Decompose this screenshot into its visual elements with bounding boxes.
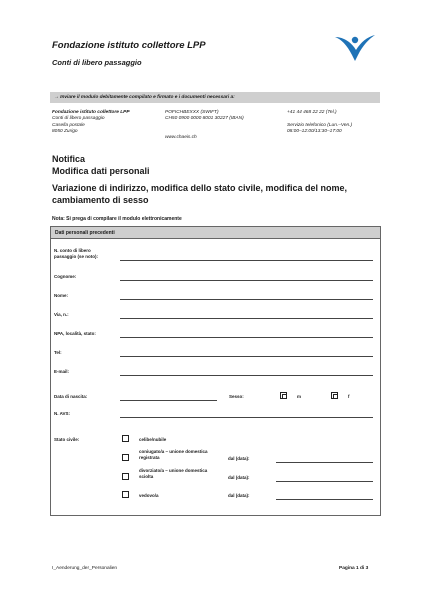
street-field[interactable] [120, 318, 373, 319]
sex-m-checkbox[interactable] [280, 392, 287, 399]
civil-single-checkbox[interactable] [122, 435, 129, 442]
service-hours: 08:00–12:00/13:30–17:00 [287, 129, 342, 135]
civil-widowed-date-field[interactable] [276, 499, 373, 500]
civil-married-date-label: dal (data): [228, 456, 250, 461]
org-subtitle: Conti di libero passaggio [52, 58, 142, 67]
civil-divorced-date-label: dal (data): [228, 475, 250, 480]
iban: CH50 0900 0000 8001 30227 (IBAN) [165, 116, 244, 122]
civil-divorced-checkbox[interactable] [122, 473, 129, 480]
phone-field[interactable] [120, 356, 373, 357]
contact-details [287, 110, 352, 136]
zip-city-label: NPA, località, stato: [54, 331, 96, 336]
civil-widowed-label: vedovo/a [139, 493, 159, 498]
phone-label: Tel: [54, 350, 62, 355]
surname-field[interactable] [120, 280, 373, 281]
account-number-label: N. conto di libero passaggio (se noto): [54, 248, 99, 259]
doc-notice: Notifica [52, 154, 86, 164]
footer-filename: I_Aenderung_der_Personalien [52, 566, 118, 571]
civil-married-label: coniugato/a – unione domestica registrata [139, 449, 208, 460]
address-line: Fondazione istituto collettore LPP [52, 110, 130, 115]
civil-divorced-date-field[interactable] [276, 481, 373, 482]
address-line: Casella postale [52, 122, 85, 128]
website-link[interactable]: www.chaeis.ch [165, 135, 197, 140]
foundation-logo-icon [333, 31, 377, 67]
address-line: 8050 Zurigo [52, 129, 78, 135]
postal-address [52, 110, 130, 136]
service-hours-label: Servizio telefonico (Lun.–Ven.) [287, 122, 353, 128]
zip-city-field[interactable] [120, 337, 373, 338]
civil-divorced-label: divorziato/a – unione domestica sciolta [139, 468, 208, 479]
send-instructions-bar: → Inviare il modulo debitamente compilato e firmato e i documenti necessari a: [50, 92, 380, 103]
account-number-field[interactable] [120, 260, 373, 261]
street-label: Via, n.: [54, 312, 69, 317]
footer-page-number: Pagina 1 di 3 [339, 566, 369, 571]
surname-label: Cognome: [54, 274, 77, 279]
civil-status-label: Stato civile: [54, 437, 80, 442]
email-label: E-mail: [54, 369, 70, 374]
civil-single-label: celibe/nubile [139, 437, 167, 442]
doc-title: Variazione di indirizzo, modifica dello stato civile, modifica del nome, cambiamento di sesso [52, 183, 348, 205]
avs-label: N. AVS: [54, 411, 71, 416]
name-field[interactable] [120, 299, 373, 300]
name-label: Nome: [54, 293, 69, 298]
phone-number: +41 44 468 22 22 (Tel.) [287, 110, 337, 115]
doc-subtitle: Modifica dati personali [52, 166, 150, 176]
fill-note: Nota: Si prega di compilare il modulo elettronicamente [52, 216, 182, 222]
civil-married-date-field[interactable] [276, 462, 373, 463]
avs-field[interactable] [120, 417, 373, 418]
civil-widowed-date-label: dal (data): [228, 493, 250, 498]
birth-date-label: Data di nascita: [54, 394, 88, 399]
address-line: Conti di libero passaggio [52, 116, 105, 122]
sex-f-label: f [348, 394, 350, 399]
bank-details [165, 110, 244, 123]
civil-married-checkbox[interactable] [122, 454, 129, 461]
sex-f-checkbox[interactable] [331, 392, 338, 399]
sex-m-label: m [297, 394, 302, 399]
sex-label: Sesso: [229, 394, 244, 399]
org-title: Fondazione istituto collettore LPP [52, 40, 206, 51]
email-field[interactable] [120, 375, 373, 376]
swift-code: POFICHBEXXX (SWIFT) [165, 110, 219, 115]
doc-heading [52, 153, 150, 177]
form-section-header: Dati personali precedenti [51, 227, 380, 239]
birth-date-field[interactable] [120, 400, 217, 401]
civil-widowed-checkbox[interactable] [122, 491, 129, 498]
